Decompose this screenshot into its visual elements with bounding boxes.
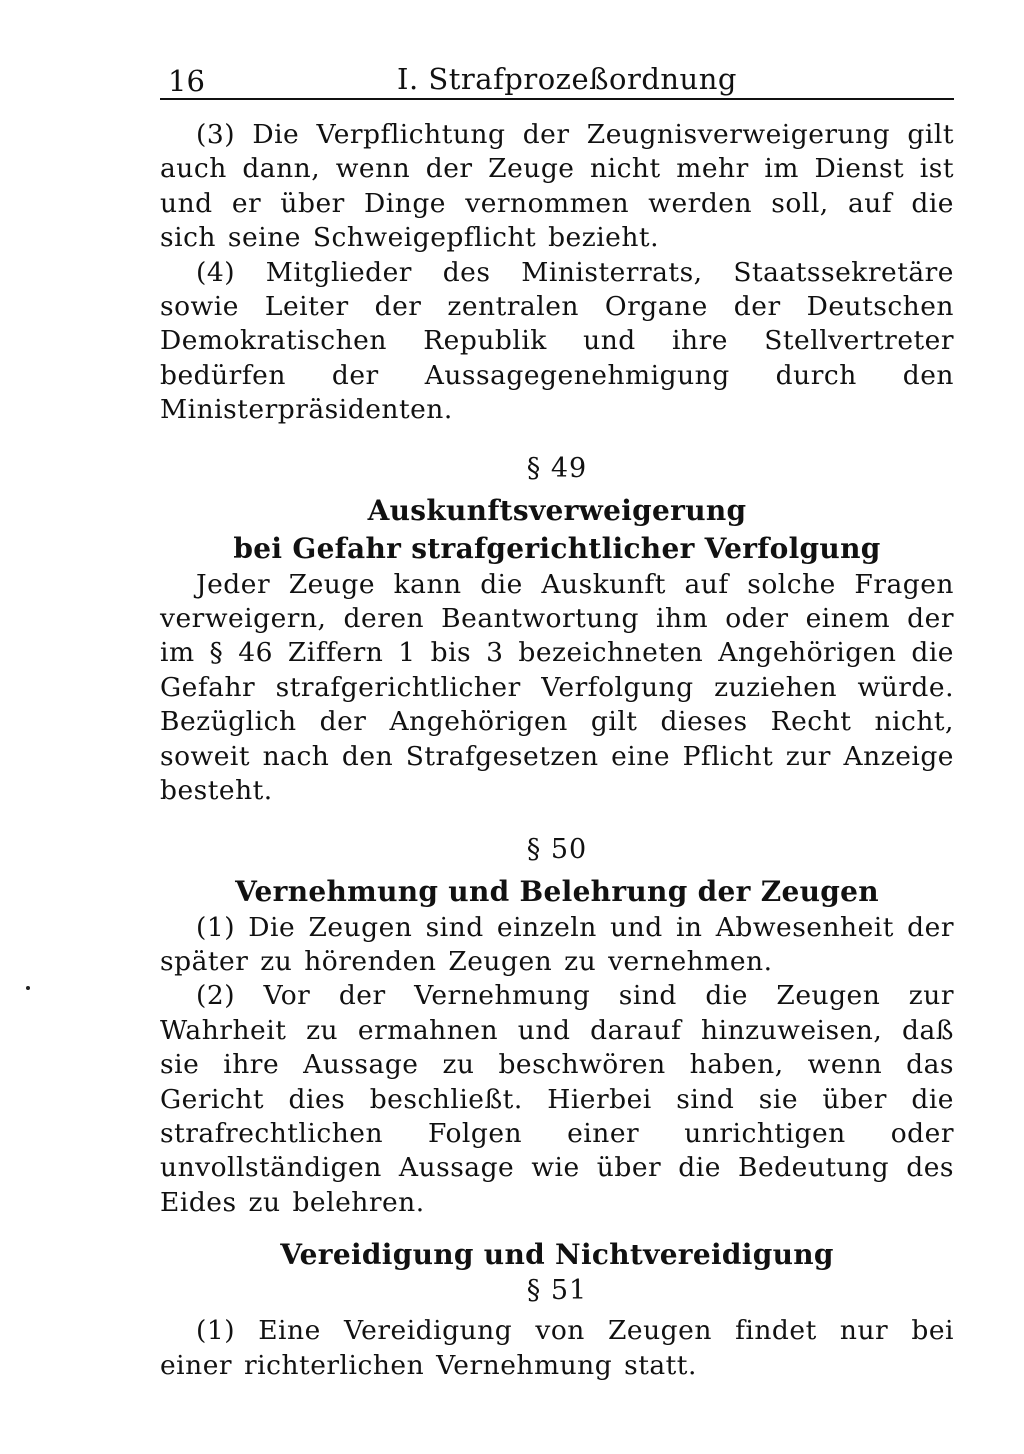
paragraph-48-3: (3) Die Verpflichtung der Zeugnisverweigerung gilt auch dann, wenn der Zeuge nicht mehr im Dienst ist und er über Dinge vernommen werden soll, auf die sich seine Schweigepflicht bezieht. <box>160 119 954 254</box>
document-page <box>160 56 954 1383</box>
section-title-50: Vernehmung und Belehrung der Zeugen <box>235 874 879 908</box>
paragraph-49: Jeder Zeuge kann die Auskunft auf solche Fragen verweigern, deren Beantwortung ihm oder einem der im § 46 Ziffern 1 bis 3 bezeichneten Angehörigen die Gefahr strafgerichtlicher Verfolgung zuziehen würde. Bezüglich der Angehörigen gilt dieses Recht nicht, soweit nach den Strafgesetzen eine Pflicht zur Anzeige besteht. <box>160 568 954 807</box>
section-number-49: § 49 <box>526 452 588 484</box>
section-title-49-line2: bei Gefahr strafgerichtlicher Verfolgung <box>233 531 881 565</box>
margin-speck <box>26 986 30 990</box>
page-number: 16 <box>168 64 205 98</box>
paragraph-48-4: (4) Mitglieder des Ministerrats, Staatssekretäre sowie Leiter der zentralen Organe der Deutschen Demokratischen Republik und ihre Stellvertreter bedürfen der Aussagegenehmigung durch den Ministerpräsidenten. <box>160 256 954 426</box>
running-title: I. Strafprozeßordnung <box>397 62 737 96</box>
paragraph-50-1: (1) Die Zeugen sind einzeln und in Abwesenheit der später zu hörenden Zeugen zu vernehmen. <box>160 911 954 977</box>
section-number-50: § 50 <box>526 833 588 865</box>
paragraph-51-1: (1) Eine Vereidigung von Zeugen findet nur bei einer richterlichen Vernehmung statt. <box>160 1315 954 1381</box>
section-title-49-line1: Auskunftsverweigerung <box>367 493 747 527</box>
paragraph-50-2: (2) Vor der Vernehmung sind die Zeugen zur Wahrheit zu ermahnen und darauf hinzuweisen, daß sie ihre Aussage zu beschwören haben, wenn das Gericht dies beschließt. Hierbei sind sie über die strafrechtlichen Folgen einer unrichtigen oder unvollständigen Aussage wie über die Bedeutung des Eides zu belehren. <box>160 980 954 1218</box>
section-number-51: § 51 <box>526 1275 588 1307</box>
running-header <box>160 56 954 100</box>
section-heading-51: Vereidigung und Nichtvereidigung <box>280 1238 834 1272</box>
